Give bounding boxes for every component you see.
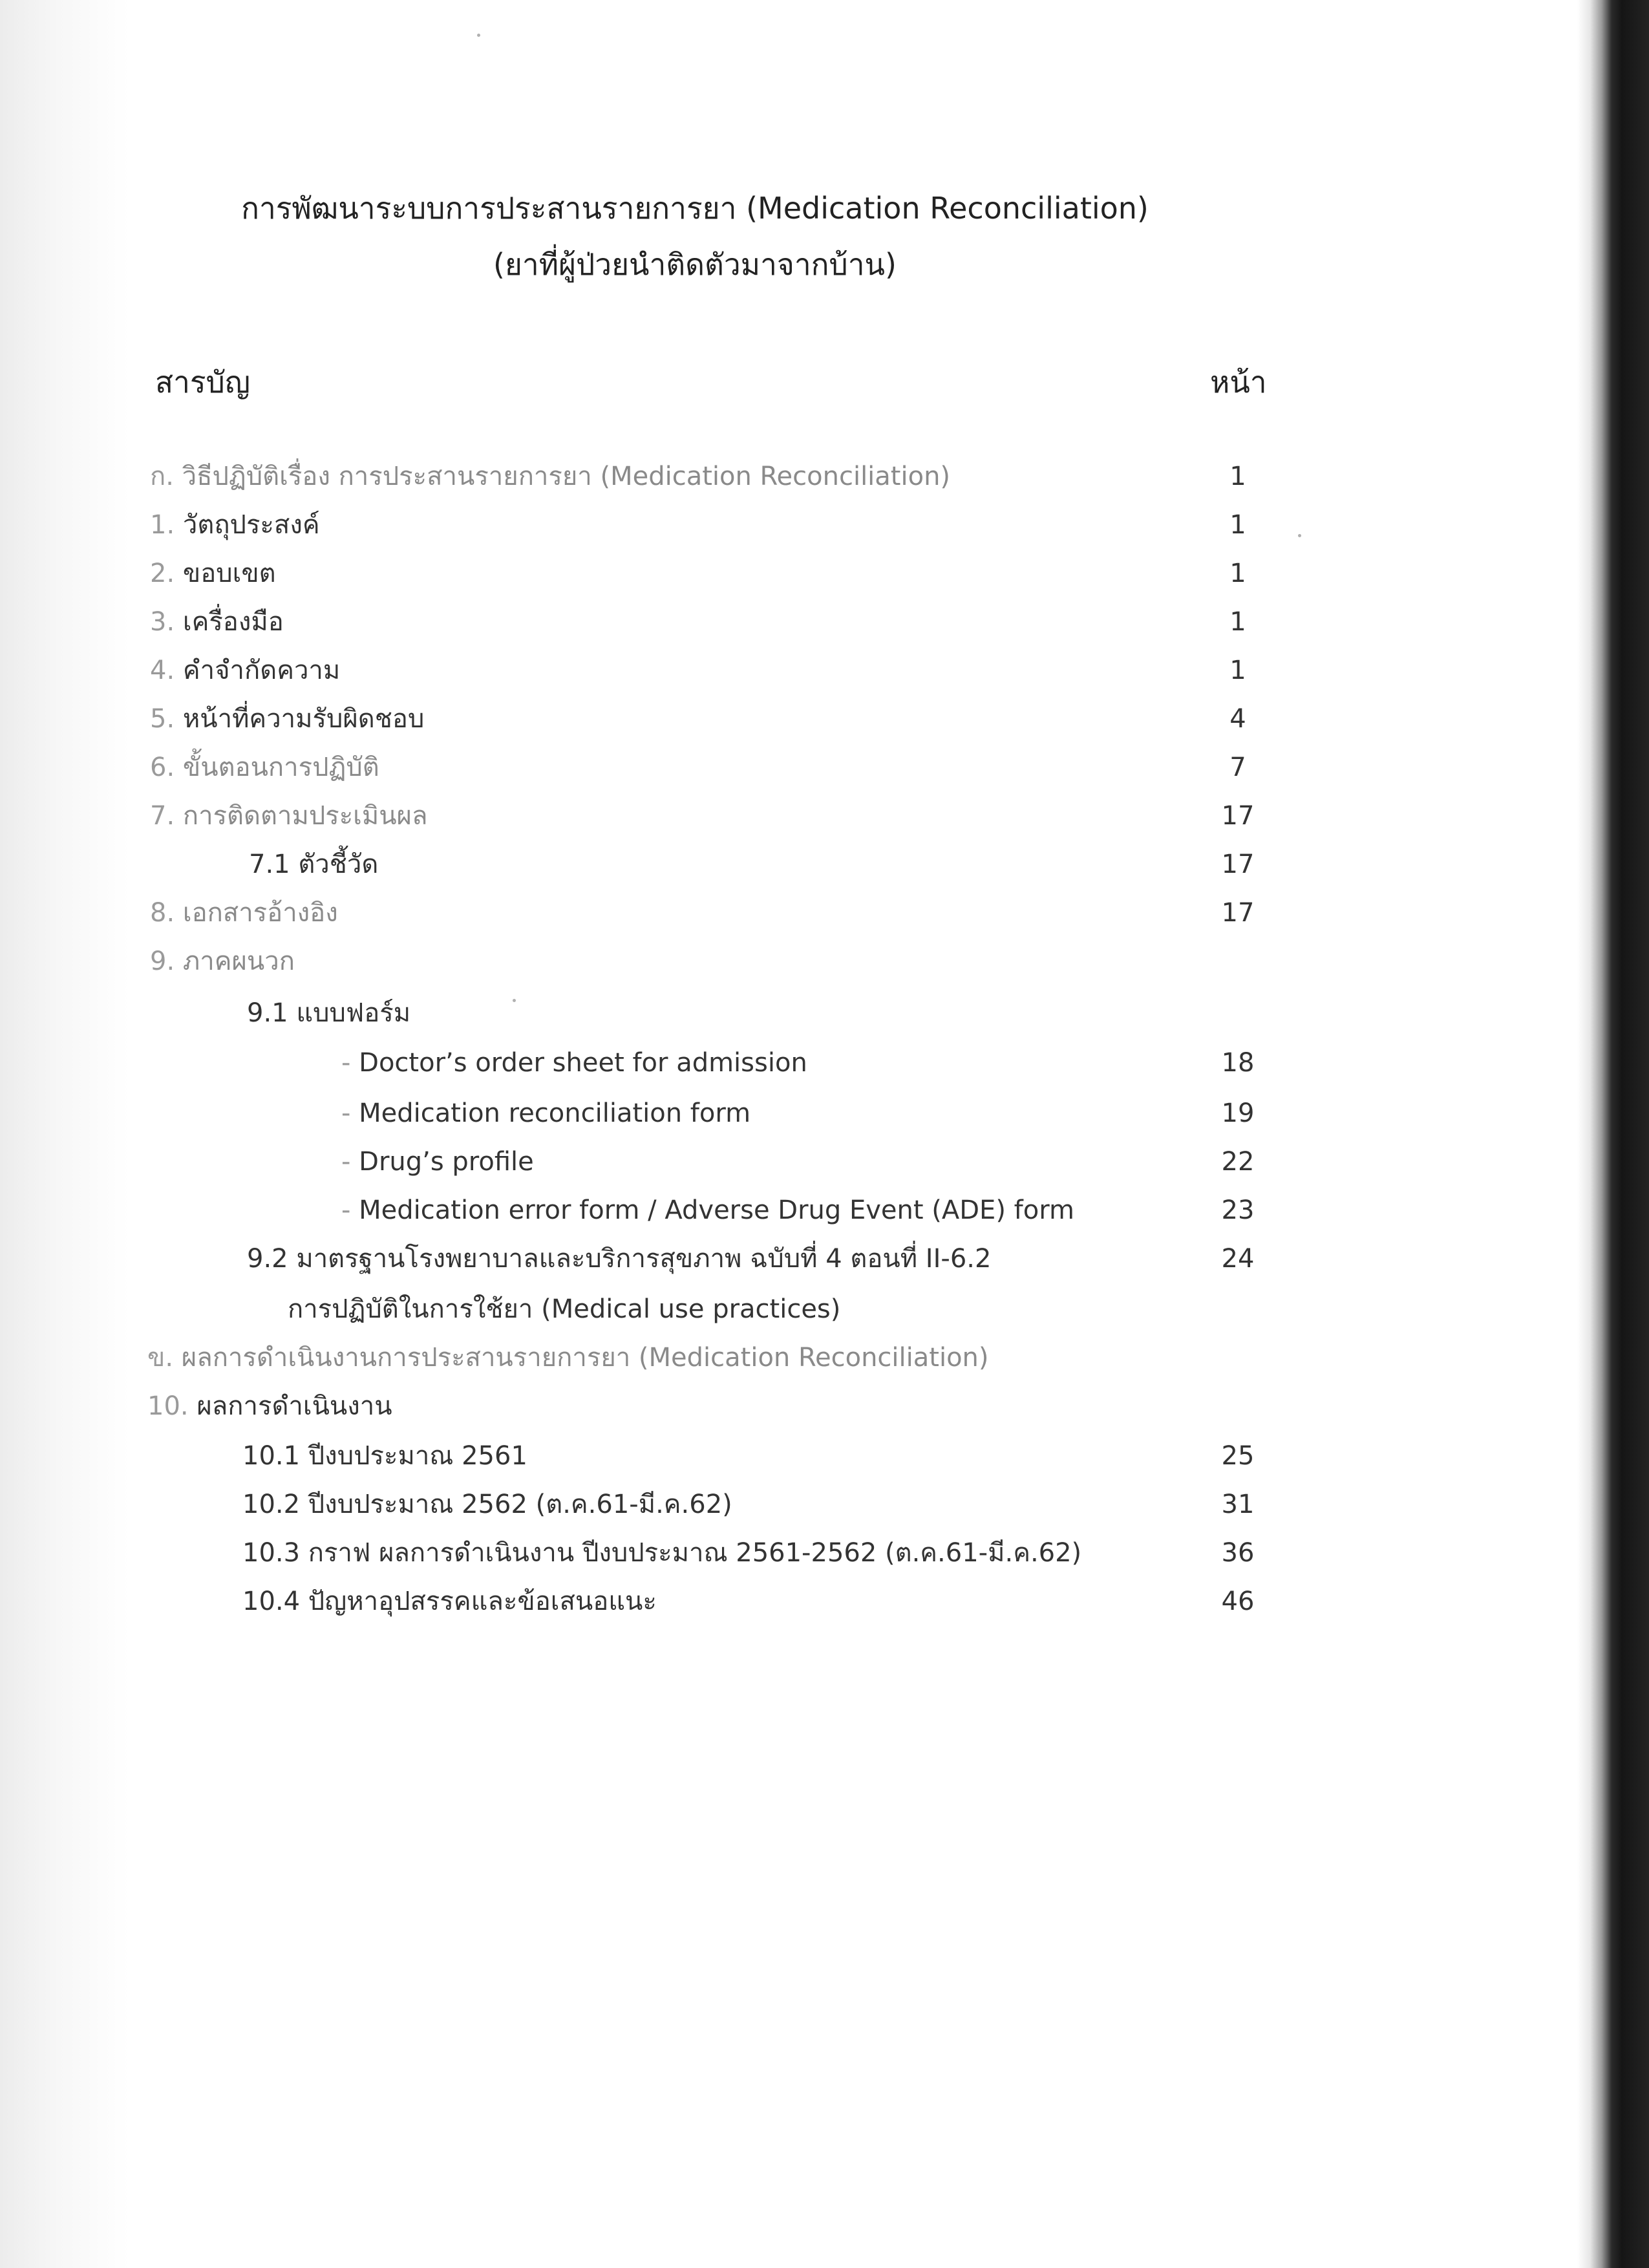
toc-entry: 1. วัตถุประสงค์ [150,510,320,540]
toc-entry: ข. ผลการดำเนินงานการประสานรายการยา (Medication Reconciliation) [147,1343,989,1373]
toc-page-number: 31 [1221,1490,1255,1519]
toc-form-item: - Medication reconciliation form [341,1098,751,1128]
toc-form-item: - Doctor’s order sheet for admission [341,1048,807,1078]
scan-speck [1298,534,1301,537]
toc-entry: 4. คำจำกัดความ [150,656,341,685]
toc-entry: 6. ขั้นตอนการปฏิบัติ [150,753,379,782]
document-subtitle: (ยาที่ผู้ป่วยนำติดตัวมาจากบ้าน) [493,247,897,282]
toc-entry: 10. ผลการดำเนินงาน [147,1391,392,1421]
toc-page-number: 24 [1221,1244,1255,1274]
book-spine-shadow [1577,0,1649,2268]
toc-entry: 3. เครื่องมือ [150,607,284,637]
toc-page-number: 19 [1221,1098,1255,1128]
scan-speck [477,34,480,37]
toc-subentry: 7.1 ตัวชี้วัด [249,850,379,879]
toc-entry: 7. การติดตามประเมินผล [150,801,428,831]
toc-page-number: 4 [1229,704,1246,734]
toc-subentry-continuation: การปฏิบัติในการใช้ยา (Medical use practices) [288,1294,841,1324]
toc-page-number: 18 [1221,1048,1255,1078]
toc-heading: สารบัญ [155,365,251,400]
toc-page-number: 36 [1221,1538,1255,1568]
scan-speck [513,999,516,1002]
document-title: การพัฒนาระบบการประสานรายการยา (Medication Reconciliation) [241,191,1149,226]
page-column-heading: หน้า [1210,365,1267,400]
toc-subentry: 9.1 แบบฟอร์ม [247,998,411,1028]
toc-page-number: 1 [1229,559,1246,588]
toc-subentry: 10.2 ปีงบประมาณ 2562 (ต.ค.61-มี.ค.62) [242,1490,732,1519]
toc-page-number: 17 [1221,898,1255,928]
toc-entry: ก. วิธีปฏิบัติเรื่อง การประสานรายการยา (Medication Reconciliation) [150,462,951,491]
toc-page-number: 17 [1221,801,1255,831]
toc-page-number: 1 [1229,462,1246,491]
toc-page-number: 1 [1229,607,1246,637]
toc-form-item: - Medication error form / Adverse Drug Event (ADE) form [341,1195,1074,1225]
toc-entry: 9. ภาคผนวก [150,947,295,976]
toc-page-number: 23 [1221,1195,1255,1225]
toc-page-number: 1 [1229,656,1246,685]
toc-entry: 5. หน้าที่ความรับผิดชอบ [150,704,425,734]
toc-page-number: 46 [1221,1587,1255,1616]
toc-page-number: 22 [1221,1147,1255,1177]
scan-edge-left [0,0,129,2268]
toc-subentry: 10.3 กราฟ ผลการดำเนินงาน ปีงบประมาณ 2561-2562 (ต.ค.61-มี.ค.62) [242,1538,1082,1568]
toc-page-number: 25 [1221,1441,1255,1471]
toc-page-number: 7 [1229,753,1246,782]
toc-form-item: - Drug’s profile [341,1147,534,1177]
toc-subentry: 9.2 มาตรฐานโรงพยาบาลและบริการสุขภาพ ฉบับที่ 4 ตอนที่ II-6.2 [247,1244,992,1274]
toc-subentry: 10.1 ปีงบประมาณ 2561 [242,1441,527,1471]
toc-entry: 8. เอกสารอ้างอิง [150,898,338,928]
toc-page-number: 1 [1229,510,1246,540]
toc-subentry: 10.4 ปัญหาอุปสรรคและข้อเสนอแนะ [242,1587,657,1616]
toc-page-number: 17 [1221,850,1255,879]
toc-entry: 2. ขอบเขต [150,559,276,588]
